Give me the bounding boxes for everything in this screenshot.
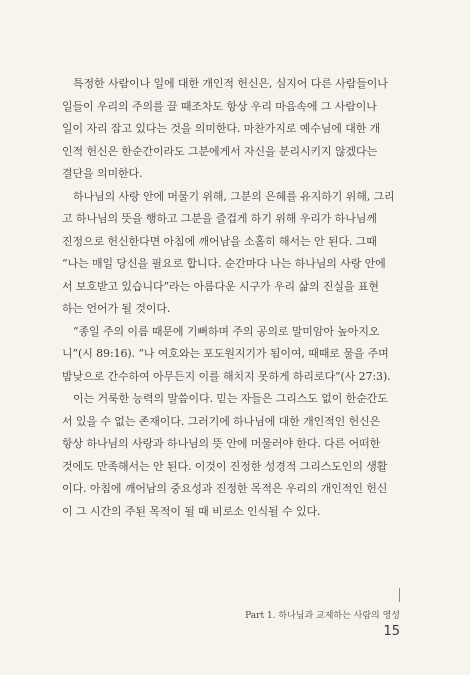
text-line: 니”(시 89:16). “나 여호와는 포도원지기가 됨이여, 때때로 물을 주며: [62, 347, 389, 360]
text-line: 하는 언어가 될 것이다.: [62, 302, 171, 315]
text-line: 것에도 만족해서는 안 된다. 이것이 진정한 성경적 그리스도인의 생활: [62, 459, 388, 473]
text-line: 항상 하나님의 사랑과 하나님의 뜻 안에 머물러야 한다. 다른 어떠한: [62, 437, 381, 450]
text-line: 이 그 시간의 주된 목적이 될 때 비로소 인식될 수 있다.: [62, 504, 321, 518]
text-line: 이는 거룩한 능력의 말씀이다. 믿는 자들은 그리스도 없이 한순간도: [73, 392, 388, 405]
paragraph-2: [62, 186, 402, 321]
text-line: 결단을 의미한다.: [62, 167, 143, 180]
paragraph-1: [62, 73, 402, 186]
text-line: “나는 매일 당신을 필요로 합니다. 순간마다 나는 하나님의 사랑 안에: [62, 257, 386, 270]
text-line: 이다. 아침에 깨어남의 중요성과 진정한 목적은 우리의 개인적인 헌신: [62, 482, 388, 495]
text-line: 일들이 우리의 주의를 끌 때조차도 항상 우리 마음속에 그 사람이나: [62, 99, 377, 113]
running-head: Part 1. 하나님과 교제하는 사람의 영성: [245, 611, 400, 621]
footer-divider: [399, 588, 400, 602]
text-line: 고 하나님의 뜻을 행하고 그분을 즐겁게 하기 위해 우리가 하나님께: [62, 212, 377, 225]
text-line: 특정한 사람이나 일에 대한 개인적 헌신은, 심지어 다른 사람들이나: [73, 77, 388, 90]
text-line: 밤낮으로 간수하여 아무든지 이를 해치지 못하게 하리로다”(사 27:3).: [62, 369, 391, 383]
text-line: “종일 주의 이름 때문에 기뻐하며 주의 공의로 말미암아 높아지오: [73, 324, 380, 338]
text-line: 서 있을 수 없는 존재이다. 그러기에 하나님에 대한 개인적인 헌신은: [62, 414, 381, 428]
text-line: 진정으로 헌신한다면 아침에 깨어남을 소홀히 해서는 안 된다. 그때: [62, 234, 377, 248]
text-line: 서 보호받고 있습니다”라는 아름다운 시구가 우리 삶의 진실을 표현: [62, 279, 379, 293]
body-text: [62, 73, 402, 523]
text-line: 인적 헌신은 한순간이라도 그분에게서 자신을 분리시키지 않겠다는: [62, 144, 378, 158]
text-line: 일이 자리 잡고 있다는 것을 의미한다. 마찬가지로 예수님에 대한 개: [62, 122, 381, 135]
page-number: 15: [383, 624, 400, 639]
paragraph-4: [62, 388, 402, 523]
text-line: 하나님의 사랑 안에 머물기 위해, 그분의 은혜를 유지하기 위해, 그리: [73, 189, 395, 203]
paragraph-3: [62, 321, 402, 389]
